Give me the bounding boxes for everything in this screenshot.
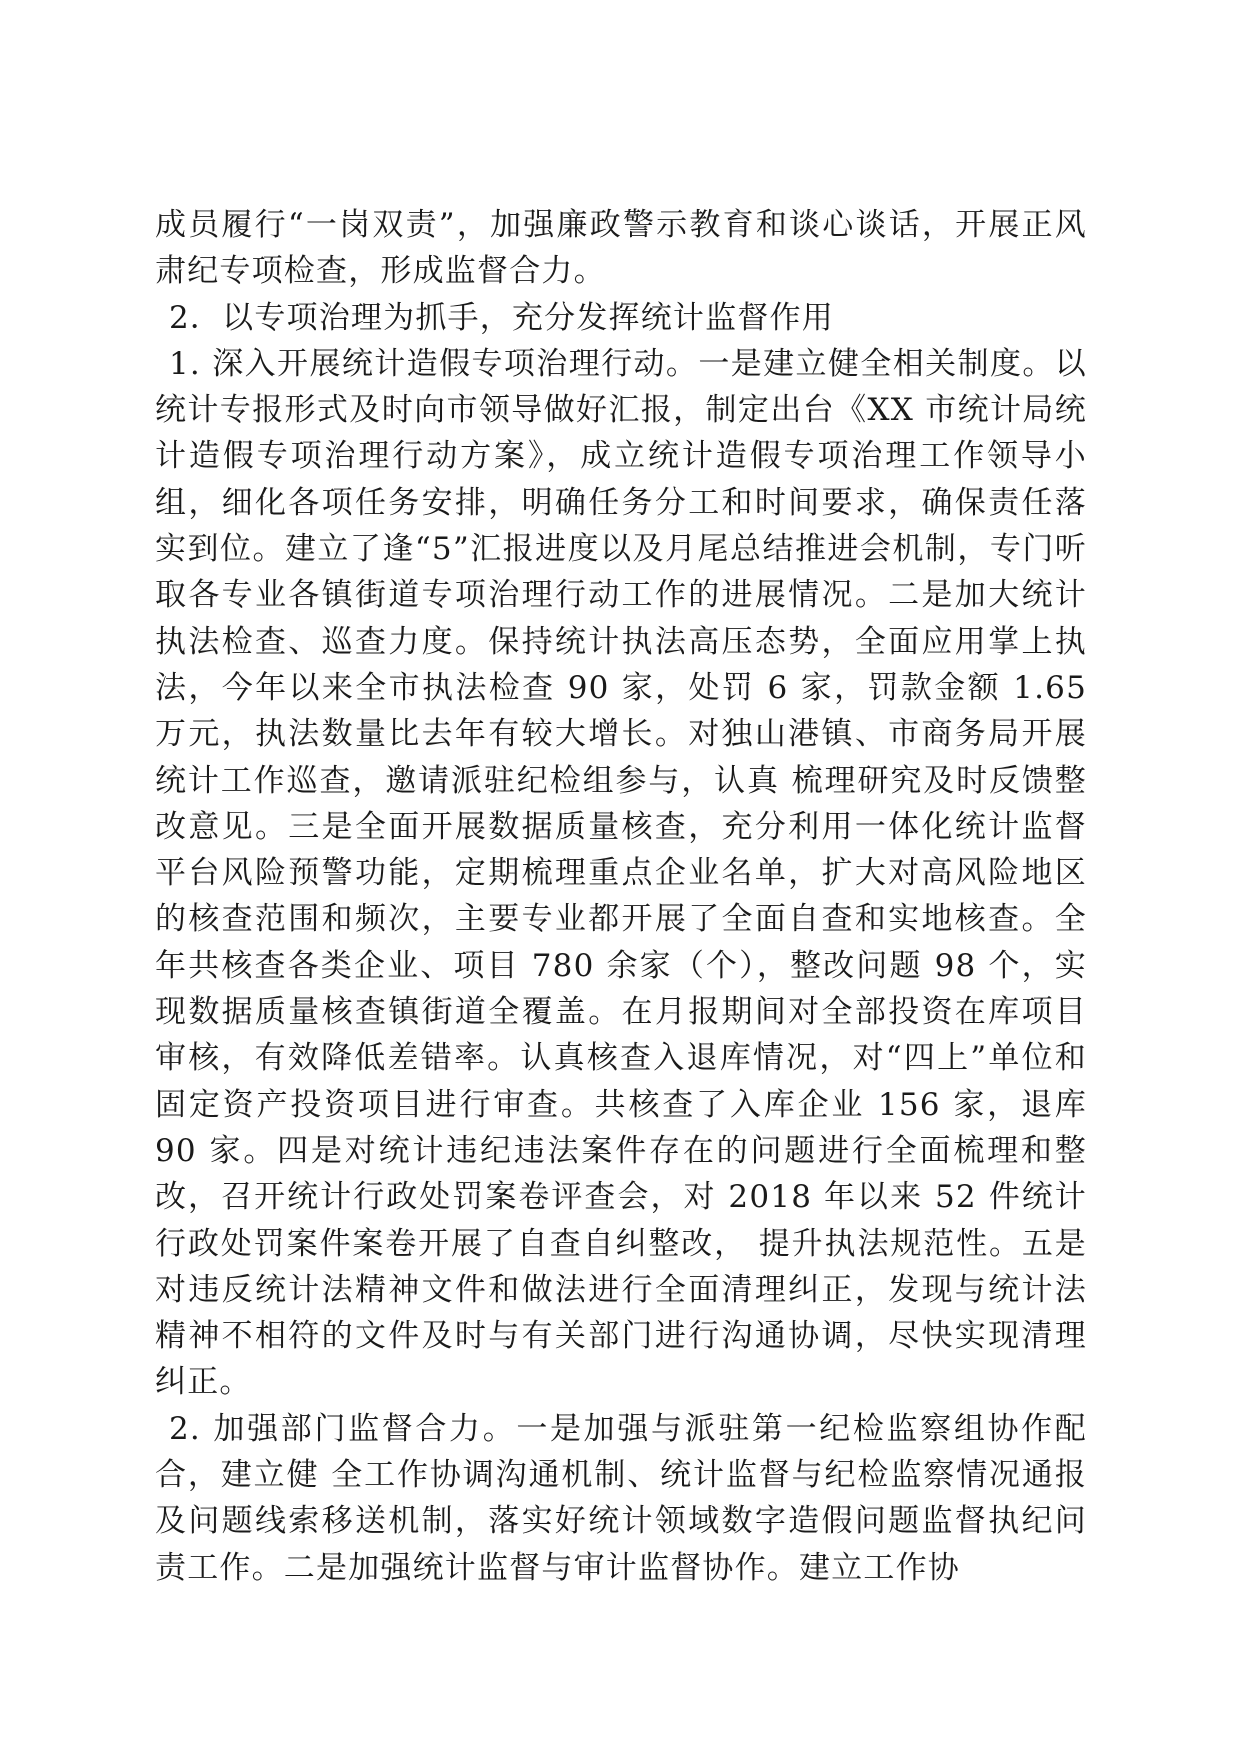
document-body: [155, 202, 1087, 1591]
section-heading: 2．以专项治理为抓手，充分发挥统计监督作用: [169, 299, 834, 336]
paragraph-department-supervision: 2. 加强部门监督合力。一是加强与派驻第一纪检监察组协作配合，建立健 全工作协调沟通机制、统计监督与纪检监察情况通报及问题线索移送机制，落实好统计领域数字造假问题监督执纪问责工作。二是加强统计监督与审计监督协作。建立工作协: [155, 1410, 1087, 1586]
paragraph-special-governance: 1. 深入开展统计造假专项治理行动。一是建立健全相关制度。以统计专报形式及时向市领导做好汇报，制定出台《XX 市统计局统计造假专项治理行动方案》，成立统计造假专项治理工作领导小组，细化各项任务安排，明确任务分工和时间要求，确保责任落实到位。建立了逢“5”汇报进度以及月尾总结推进会机制，专门听取各专业各镇街道专项治理行动工作的进展情况。二是加大统计执法检查、巡查力度。保持统计执法高压态势，全面应用掌上执法，今年以来全市执法检查 90 家，处罚 6 家，罚款金额 1.65 万元，执法数量比去年有较大增长。对独山港镇、市商务局开展统计工作巡查，邀请派驻纪检组参与，认真 梳理研究及时反馈整改意见。三是全面开展数据质量核查，充分利用一体化统计监督平台风险预警功能，定期梳理重点企业名单，扩大对高风险地区的核查范围和频次，主要专业都开展了全面自查和实地核查。全年共核查各类企业、项目 780 余家（个），整改问题 98 个，实现数据质量核查镇街道全覆盖。在月报期间对全部投资在库项目审核，有效降低差错率。认真核查入退库情况，对“四上”单位和固定资产投资项目进行审查。共核查了入库企业 156 家，退库 90 家。四是对统计违纪违法案件存在的问题进行全面梳理和整改，召开统计行政处罚案卷评查会，对 2018 年以来 52 件统计行政处罚案件案卷开展了自查自纠整改， 提升执法规范性。五是对违反统计法精神文件和做法进行全面清理纠正，发现与统计法精神不相符的文件及时与有关部门进行沟通协调，尽快实现清理纠正。: [155, 345, 1087, 1401]
paragraph-continuation: 成员履行“一岗双责”，加强廉政警示教育和谈心谈话，开展正风肃纪专项检查，形成监督合力。: [155, 207, 1087, 290]
